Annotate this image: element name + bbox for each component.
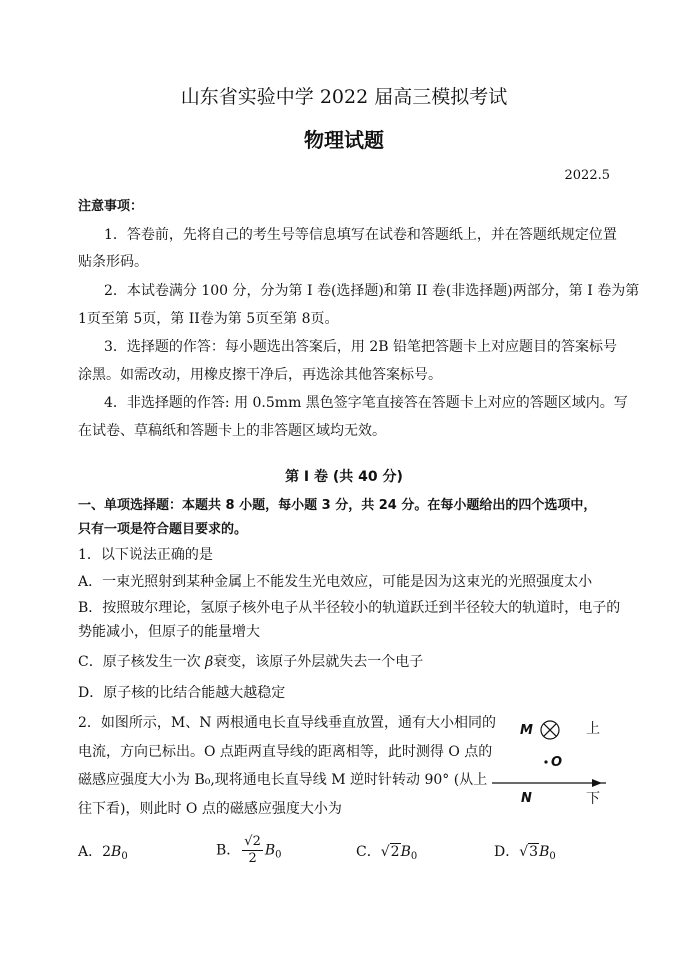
question-2-line: 磁感应强度大小为 B₀,现将通电长直导线 M 逆时针转动 90° (从上 xyxy=(78,772,488,788)
question-2-line: 往下看)，则此时 O 点的磁感应强度大小为 xyxy=(78,801,342,817)
question-2-option-d: D．$√3B_0$ xyxy=(494,844,556,862)
label-o: O xyxy=(551,755,563,770)
exam-title: 山东省实验中学 2022 届高三模拟考试 xyxy=(180,86,508,108)
question-2-figure xyxy=(488,712,612,810)
sqrt-symbol: √2 xyxy=(380,844,400,860)
point-o-dot xyxy=(544,760,547,763)
notice-line: 贴条形码。 xyxy=(78,254,148,270)
fraction: $\frac{√2}{2}$ xyxy=(244,834,261,866)
notice-line: 1页至第 5页，第 II卷为第 5页至第 8页。 xyxy=(78,311,339,327)
label-m: M xyxy=(520,723,533,738)
question-2-line: 电流，方向已标出。O 点距两直导线的距离相等，此时测得 O 点的 xyxy=(78,744,493,760)
question-1-option-a: A．一束光照射到某种金属上不能发生光电效应，可能是因为这束光的光照强度太小 xyxy=(78,574,593,590)
question-2-option-a: A．$2B_0$ xyxy=(78,844,128,862)
question-1-option-b: B．按照玻尔理论，氢原子核外电子从半径较小的轨道跃迁到半径较大的轨道时，电子的 xyxy=(78,600,621,616)
label-down: 下 xyxy=(586,791,600,807)
question-2-option-b: B． $\frac{√2}{2}$ $B_0$ xyxy=(216,834,282,866)
question-2-option-c: C．$√2B_0$ xyxy=(356,844,418,862)
notice-line: 在试卷、草稿纸和答题卡上的非答题区域均无效。 xyxy=(78,423,386,439)
notice-line: 2．本试卷满分 100 分，分为第 I 卷(选择题)和第 II 卷(非选择题)两部分，第 I 卷为第 xyxy=(104,283,640,299)
question-1-option-b-cont: 势能减小，但原子的能量增大 xyxy=(78,624,260,640)
notice-line: 3．选择题的作答：每小题选出答案后，用 2B 铅笔把答题卡上对应题目的答案标号 xyxy=(104,339,618,355)
exam-date: 2022.5 xyxy=(564,168,610,183)
label-up: 上 xyxy=(586,721,600,737)
question-1-option-c: C．原子核发生一次 β衰变，该原子外层就失去一个电子 xyxy=(78,654,424,670)
beta-symbol: β xyxy=(205,654,214,670)
current-arrow-icon xyxy=(592,779,602,787)
question-1-stem: 1．以下说法正确的是 xyxy=(78,547,213,563)
question-1-option-d: D．原子核的比结合能越大越稳定 xyxy=(78,685,286,701)
notice-heading: 注意事项： xyxy=(78,199,144,214)
notice-line: 4．非选择题的作答: 用 0.5mm 黑色签字笔直接答在答题卡上对应的答题区域内。写 xyxy=(104,395,628,411)
section-heading: 第 I 卷 (共 40 分) xyxy=(285,469,403,485)
section-instructions: 一、单项选择题：本题共 8 小题，每小题 3 分，共 24 分。在每小题给出的四个选项中， xyxy=(78,498,597,513)
question-2-line: 2．如图所示，M、N 两根通电长直导线垂直放置，通有大小相同的 xyxy=(78,715,496,731)
notice-line: 涂黑。如需改动，用橡皮擦干净后，再选涂其他答案标号。 xyxy=(78,367,442,383)
exam-subject: 物理试题 xyxy=(304,128,384,152)
sqrt-symbol: √3 xyxy=(519,844,539,860)
section-instructions: 只有一项是符合题目要求的。 xyxy=(78,522,248,537)
notice-line: 1．答卷前，先将自己的考生号等信息填写在试卷和答题纸上，并在答题纸规定位置 xyxy=(104,227,617,243)
label-n: N xyxy=(521,791,532,806)
